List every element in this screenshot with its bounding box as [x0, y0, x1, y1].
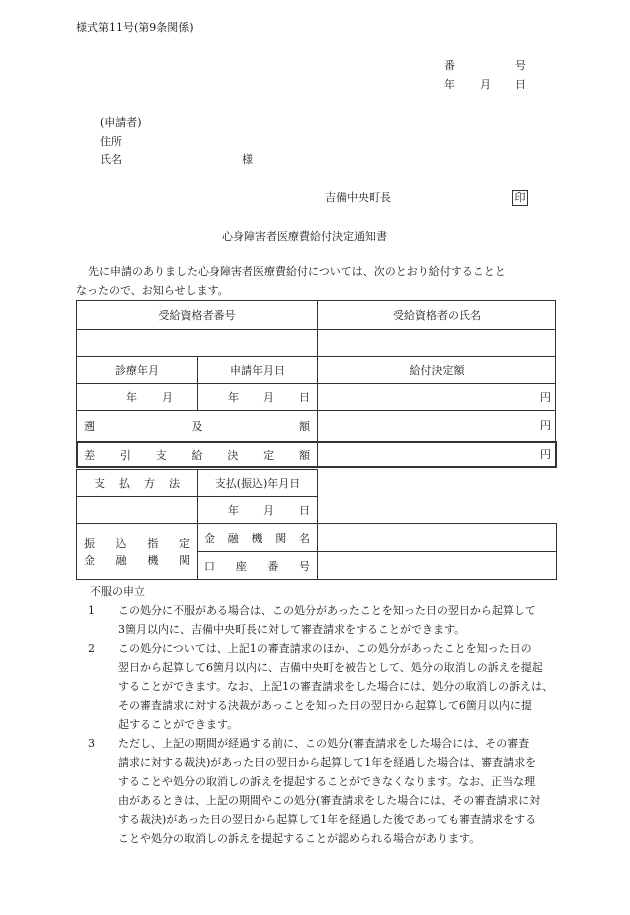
address-label: 住所: [100, 135, 122, 148]
treatment-year: 年: [126, 391, 137, 404]
issuer: 吉備中央町長: [325, 191, 391, 204]
label-char: 遡: [84, 419, 95, 433]
label-char: 金: [204, 531, 215, 545]
label-char: 名: [299, 531, 310, 545]
date-day: 日: [515, 78, 526, 91]
net-payment-yen: 円: [540, 448, 551, 461]
honorific-sama: 様: [242, 153, 253, 166]
application-month: 月: [263, 391, 274, 404]
item-text: [118, 734, 566, 848]
text-line: 翌日から起算して6箇月以内に、吉備中央町を被告として、処分の取消しの訴えを提起: [118, 661, 543, 674]
item-number: 3: [88, 737, 95, 750]
decided-amount-header: 給付決定額: [409, 364, 465, 377]
payment-day: 日: [299, 504, 310, 517]
label-char: 融: [227, 531, 239, 545]
treatment-ym-header: 診療年月: [115, 364, 159, 377]
intro-line-1: 先に申請のありました心身障害者医療費給付については、次のとおり給付することと: [88, 265, 506, 278]
application-year: 年: [228, 391, 239, 404]
label-char: 定: [263, 448, 275, 462]
text-line: ただし、上記の期間が経過する前に、この処分(審査請求をした場合には、その審査: [118, 737, 530, 750]
label-char: 及: [191, 419, 203, 433]
label-char: 金: [84, 554, 95, 567]
text-line: 由があるときは、上記の期間やこの処分(審査請求をした場合には、その審査請求に対: [118, 794, 541, 807]
transfer-bank-label-2: [84, 553, 190, 567]
decided-amount-yen: 円: [540, 391, 551, 404]
seal-char: 印: [512, 190, 528, 206]
label-char: 機: [251, 531, 263, 545]
date-month: 月: [480, 78, 491, 91]
payment-month: 月: [263, 504, 274, 517]
row-line: [76, 383, 556, 384]
date-year: 年: [444, 78, 455, 91]
name-label: 氏名: [100, 153, 122, 166]
bank-name-label: [204, 524, 310, 551]
text-line: この処分に不服がある場合は、この処分があったことを知った日の翌日から起算して: [118, 604, 536, 617]
label-char: 決: [227, 448, 239, 462]
text-line: することができます。なお、上記1の審査請求をした場合には、処分の取消しの訴えは、: [118, 680, 554, 693]
application-date-header: 申請年月日: [230, 364, 285, 377]
label-char: 法: [169, 477, 180, 490]
label-char: 座: [235, 559, 247, 573]
label-char: 払: [119, 477, 130, 490]
label-char: 込: [115, 537, 127, 550]
objection-section: [76, 582, 566, 848]
text-line: この処分については、上記1の審査請求のほか、この処分があったことを知った日の: [118, 642, 532, 655]
label-char: 号: [298, 559, 310, 573]
label-char: 機: [147, 554, 159, 567]
label-char: 指: [147, 537, 159, 550]
label-char: 額: [298, 448, 310, 462]
recipient-name-header: 受給資格者の氏名: [393, 309, 481, 322]
row-line: [76, 329, 556, 330]
payment-date-header: 支払(振込)年月日: [214, 477, 301, 490]
intro-line-2: なったので、お知らせします。: [76, 284, 229, 297]
label-char: 支: [155, 448, 167, 462]
payment-year: 年: [228, 504, 239, 517]
text-line: ことや処分の取消しの訴えを提起することが認められる場合があります。: [118, 832, 481, 845]
text-line: 起することができます。: [118, 718, 239, 731]
label-char: 定: [178, 537, 190, 550]
application-day: 日: [299, 391, 310, 404]
label-char: 関: [178, 554, 190, 567]
objection-heading: 不服の申立: [90, 585, 145, 598]
retroactive-amount-yen: 円: [540, 419, 551, 432]
recipient-number-header: 受給資格者番号: [158, 309, 236, 322]
text-line: その審査請求に対する決裁があっことを知った日の翌日から起算して6箇月以内に提: [118, 699, 532, 712]
label-char: 融: [115, 554, 127, 567]
text-line: 3箇月以内に、吉備中央町長に対して審査請求をすることができます。: [118, 623, 466, 636]
label-char: 関: [275, 531, 287, 545]
transfer-bank-label-1: [84, 536, 190, 550]
form-number: 様式第11号(第9条関係): [76, 21, 194, 34]
retroactive-amount-label: [84, 411, 310, 440]
net-payment-label: [84, 442, 310, 467]
document-title: 心身障害者医療費給付決定通知書: [222, 230, 387, 243]
applicant-label: (申請者): [100, 116, 142, 129]
label-char: 支: [94, 477, 105, 490]
label-char: 口: [204, 559, 215, 573]
item-text: [118, 601, 566, 639]
seal-mark: [512, 190, 528, 206]
objection-item: [76, 639, 566, 734]
text-line: 請求に対する裁決)があった日の翌日から起算して1年を経過した場合は、審査請求を: [118, 756, 537, 769]
item-number: 2: [88, 642, 95, 655]
label-char: 方: [144, 477, 155, 490]
payment-method-label: [94, 470, 180, 496]
item-text: [118, 639, 566, 734]
objection-item: [76, 734, 566, 848]
text-line: することや処分の取消しの訴えを提起することができなくなります。なお、正当な理: [118, 775, 536, 788]
label-char: 番: [267, 559, 279, 573]
number-suffix: 号: [515, 59, 526, 72]
objection-item: [76, 601, 566, 639]
label-char: 振: [84, 537, 95, 550]
label-char: 給: [191, 448, 203, 462]
text-line: する裁決)があった日の翌日から起算して1年を経過した後であっても審査請求をする: [118, 813, 537, 826]
label-char: 引: [119, 448, 131, 462]
label-char: 額: [299, 419, 310, 433]
item-number: 1: [88, 604, 95, 617]
number-label: 番: [444, 59, 455, 72]
treatment-month: 月: [162, 391, 173, 404]
label-char: 差: [84, 448, 95, 462]
account-number-label: [204, 552, 310, 579]
